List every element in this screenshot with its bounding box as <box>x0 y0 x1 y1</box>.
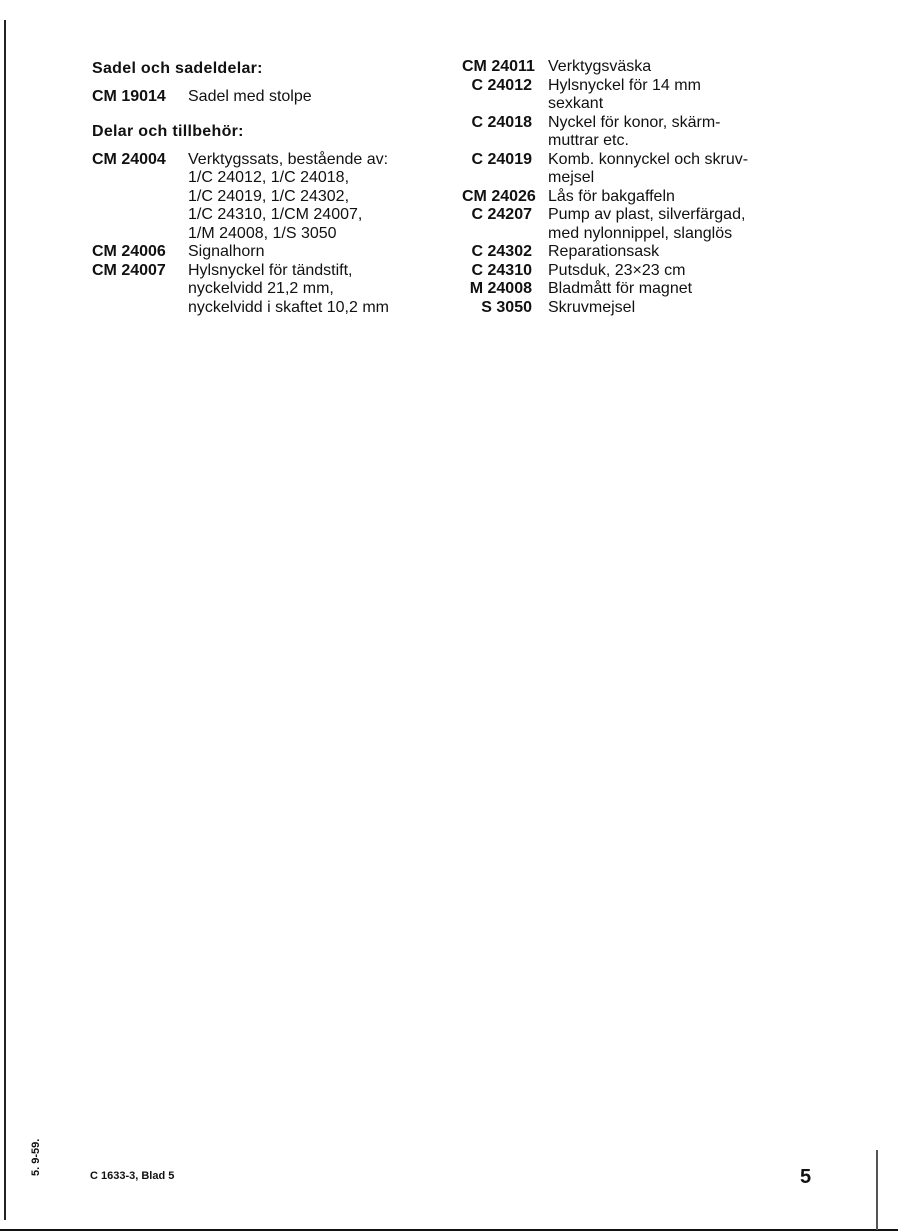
description-line: Signalhorn <box>188 243 265 260</box>
part-number: CM 24026 <box>462 187 536 205</box>
part-number: C 24019 <box>471 150 532 168</box>
description-line: mejsel <box>548 169 595 186</box>
part-description <box>188 243 442 262</box>
section-heading-parts: Delar och tillbehör: <box>92 122 244 140</box>
part-description <box>188 88 442 107</box>
part-description <box>548 77 812 114</box>
part-description <box>188 151 442 244</box>
part-row <box>462 114 812 151</box>
document-reference: C 1633-3, Blad 5 <box>90 1170 175 1182</box>
description-line: Reparationsask <box>548 243 660 260</box>
part-row <box>462 58 812 77</box>
page-bottom-edge <box>0 1229 898 1231</box>
part-description <box>548 58 812 77</box>
part-description <box>548 262 812 281</box>
description-line: Skruvmejsel <box>548 298 636 316</box>
right-column <box>462 58 812 317</box>
part-number: CM 24004 <box>92 150 166 168</box>
description-line: Komb. konnyckel och skruv- <box>548 150 749 168</box>
part-description <box>548 299 812 318</box>
page-right-edge-mark <box>876 1150 878 1230</box>
description-line: Hylsnyckel för tändstift, <box>188 261 353 279</box>
description-line: muttrar etc. <box>548 132 629 149</box>
description-line: nyckelvidd 21,2 mm, <box>188 280 334 297</box>
part-number: M 24008 <box>469 280 532 297</box>
description-line: Nyckel för konor, skärm- <box>548 113 721 131</box>
description-line: Bladmått för magnet <box>548 280 693 297</box>
saddle-parts-list <box>92 88 442 107</box>
part-description <box>188 262 442 318</box>
description-line: Hylsnyckel för 14 mm <box>548 76 701 94</box>
part-row <box>92 243 442 262</box>
print-date: 5. 9-59. <box>30 1138 42 1176</box>
part-description <box>548 188 812 207</box>
description-line: 1/C 24019, 1/C 24302, <box>188 187 350 205</box>
part-row <box>92 88 442 107</box>
description-line: Sadel med stolpe <box>188 88 312 105</box>
part-description <box>548 151 812 188</box>
part-number: C 24302 <box>471 243 532 260</box>
part-number: C 24012 <box>471 76 532 94</box>
description-line: med nylonnippel, slanglös <box>548 224 733 242</box>
part-row <box>92 151 442 244</box>
part-row <box>462 151 812 188</box>
part-description <box>548 280 812 299</box>
part-row <box>92 262 442 318</box>
part-row <box>462 262 812 281</box>
page-left-edge <box>4 20 6 1220</box>
part-number: C 24310 <box>471 261 532 279</box>
part-row <box>462 243 812 262</box>
parts-accessories-list-continued <box>462 58 812 317</box>
part-description <box>548 243 812 262</box>
description-line: 1/C 24012, 1/C 24018, <box>188 169 350 186</box>
description-line: sexkant <box>548 95 604 112</box>
part-number: CM 24007 <box>92 261 166 279</box>
part-number: S 3050 <box>481 298 532 316</box>
part-row <box>462 77 812 114</box>
part-number: CM 24006 <box>92 243 166 260</box>
description-line: Lås för bakgaffeln <box>548 187 675 205</box>
part-number: CM 19014 <box>92 88 166 105</box>
description-line: Verktygsväska <box>548 58 652 75</box>
part-number: CM 24011 <box>462 58 535 75</box>
part-description <box>548 206 812 243</box>
left-column <box>92 58 442 317</box>
part-row <box>462 188 812 207</box>
description-line: 1/M 24008, 1/S 3050 <box>188 224 337 242</box>
description-line: 1/C 24310, 1/CM 24007, <box>188 206 363 223</box>
part-number: C 24018 <box>471 113 532 131</box>
description-line: Putsduk, 23×23 cm <box>548 261 686 279</box>
part-number: C 24207 <box>471 206 532 223</box>
part-row <box>462 299 812 318</box>
part-row <box>462 206 812 243</box>
page-number: 5 <box>800 1166 812 1188</box>
description-line: Verktygssats, bestående av: <box>188 150 389 168</box>
description-line: Pump av plast, silverfärgad, <box>548 206 746 223</box>
part-description <box>548 114 812 151</box>
section-heading-saddle: Sadel och sadeldelar: <box>92 60 263 77</box>
part-row <box>462 280 812 299</box>
description-line: nyckelvidd i skaftet 10,2 mm <box>188 298 389 316</box>
parts-accessories-list <box>92 151 442 318</box>
